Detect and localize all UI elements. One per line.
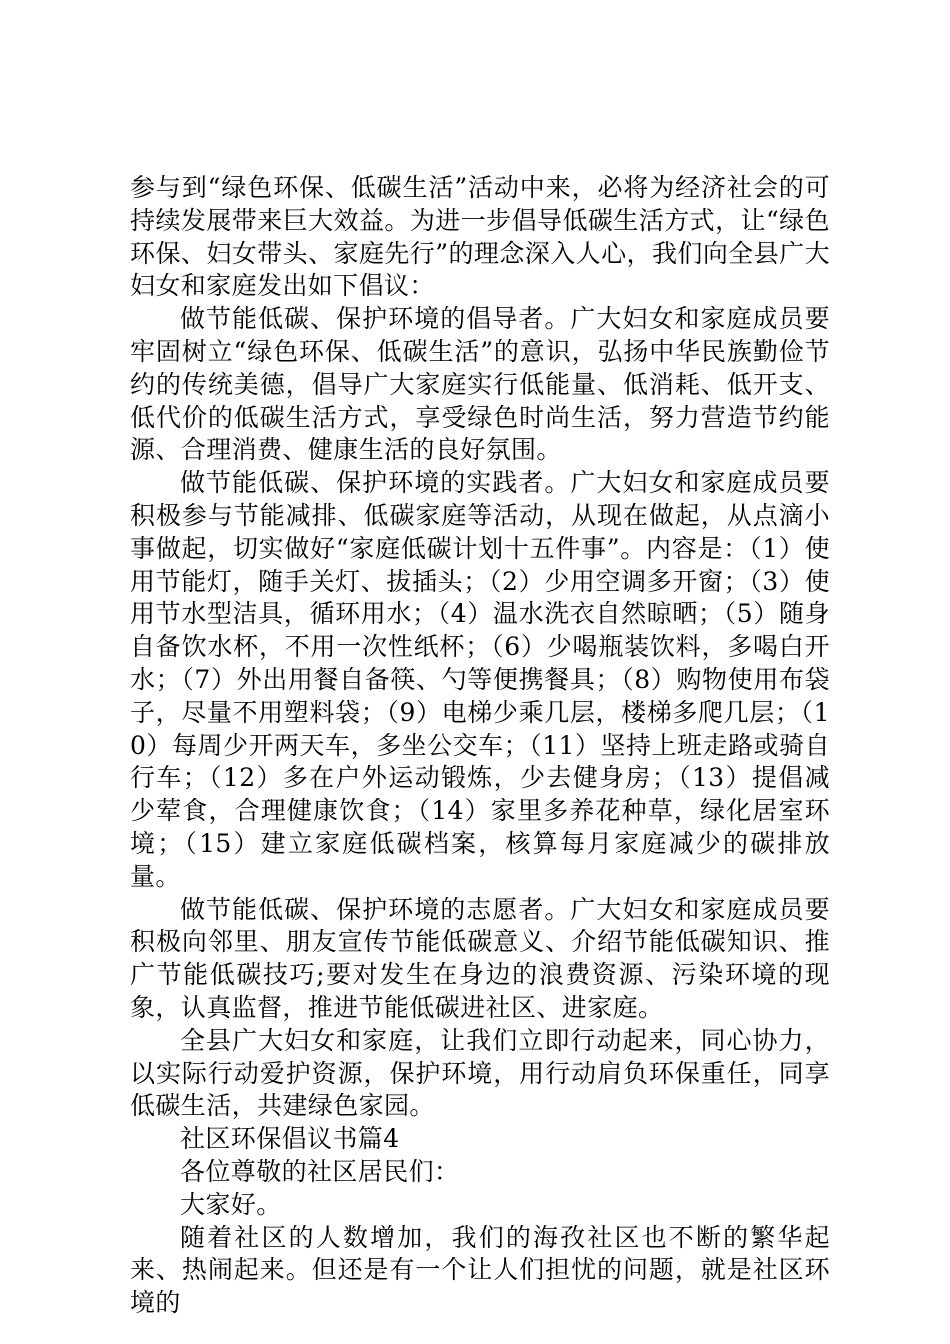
paragraph-call-to-action: 全县广大妇女和家庭，让我们立即行动起来，同心协力，以实际行动爱护资源，保护环境，用行动肩负环保重任，同享低碳生活，共建绿色家园。: [130, 1025, 830, 1121]
paragraph-advocate: 做节能低碳、保护环境的倡导者。广大妇女和家庭成员要牢固树立“绿色环保、低碳生活”的意识，弘扬中华民族勤俭节约的传统美德，倡导广大家庭实行低能量、低消耗、低开支、低代价的低碳生活方式，享受绿色时尚生活，努力营造节约能源、合理消费、健康生活的良好氛围。: [130, 304, 830, 465]
greeting: 大家好。: [180, 1189, 282, 1219]
section-heading: 社区环保倡议书篇4: [180, 1124, 400, 1154]
document-body: [130, 172, 830, 1320]
paragraph-community: 随着社区的人数增加，我们的海孜社区也不断的繁华起来、热闹起来。但还是有一个让人们担忧的问题，就是社区环境的: [130, 1222, 830, 1318]
paragraph-volunteer: 做节能低碳、保护环境的志愿者。广大妇女和家庭成员要积极向邻里、朋友宣传节能低碳意义、介绍节能低碳知识、推广节能低碳技巧;要对发生在身边的浪费资源、污染环境的现象，认真监督，推进节能低碳进社区、进家庭。: [130, 894, 830, 1022]
paragraph-intro: 参与到“绿色环保、低碳生活”活动中来，必将为经济社会的可持续发展带来巨大效益。为进一步倡导低碳生活方式，让“绿色环保、妇女带头、家庭先行”的理念深入人心，我们向全县广大妇女和家庭发出如下倡议：: [130, 173, 830, 301]
salutation: 各位尊敬的社区居民们：: [180, 1156, 460, 1186]
paragraph-practitioner: 做节能低碳、保护环境的实践者。广大妇女和家庭成员要积极参与节能减排、低碳家庭等活动，从现在做起，从点滴小事做起，切实做好“家庭低碳计划十五件事”。内容是：（1）使用节能灯，随手关灯、拔插头；（2）少用空调多开窗；（3）使用节水型洁具，循环用水；（4）温水洗衣自然晾晒；（5）随身自备饮水杯，不用一次性纸杯；（6）少喝瓶装饮料，多喝白开水；（7）外出用餐自备筷、勺等便携餐具；（8）购物使用布袋子，尽量不用塑料袋；（9）电梯少乘几层，楼梯多爬几层；（10）每周少开两天车，多坐公交车；（11）坚持上班走路或骑自行车；（12）多在户外运动锻炼，少去健身房；（13）提倡减少荤食，合理健康饮食；（14）家里多养花种草，绿化居室环境；（15）建立家庭低碳档案，核算每月家庭减少的碳排放量。: [130, 468, 830, 891]
